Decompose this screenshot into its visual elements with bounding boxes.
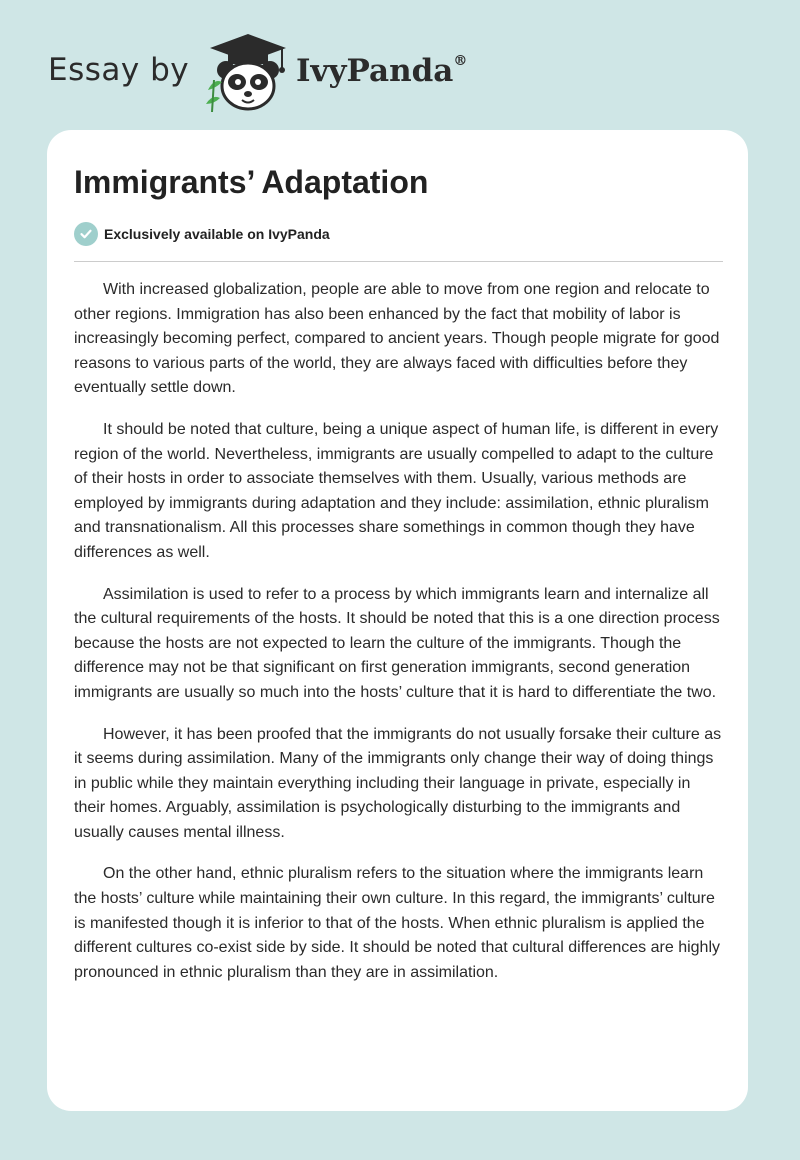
exclusive-badge [74, 222, 330, 246]
registered-mark: ® [453, 53, 468, 69]
exclusive-badge-label: Exclusively available on IvyPanda [104, 226, 330, 242]
panda-logo-icon[interactable] [200, 30, 296, 114]
paragraph: However, it has been proofed that the immigrants do not usually forsake their culture as it seems during assimilation. Many of the immigrants only change their way of doing things in public while they maintain everything including their language in private, especially in their homes. Arguably, assimilation is psychologically disturbing to the immigrants and usually causes mental illness. [74, 725, 722, 841]
essay-card [47, 130, 748, 1111]
paragraph: With increased globalization, people are able to move from one region and relocate to other regions. Immigration has also been enhanced by the fact that mobility of labor is increasingly becoming perfect, compared to ancient years. Though people migrate for good reasons to various parts of the world, they are always faced with difficulties before they eventually settle down. [74, 281, 720, 397]
check-circle-icon [74, 222, 98, 246]
page-title: Immigrants’ Adaptation [74, 164, 429, 200]
brand-name[interactable] [296, 53, 467, 89]
site-header [0, 0, 800, 130]
paragraph: On the other hand, ethnic pluralism refers to the situation where the immigrants learn the hosts’ culture while maintaining their own culture. In this regard, the immigrants’ culture is manifested though it is inferior to that of the hosts. When ethnic pluralism is applied the different cultures co-exist side by side. It should be noted that cultural differences are highly pronounced in ethnic pluralism than they are in assimilation. [74, 865, 720, 981]
title-divider [74, 261, 723, 262]
brand-text: IvyPanda [296, 53, 454, 89]
paragraph: It should be noted that culture, being a unique aspect of human life, is different in every region of the world. Nevertheless, immigrants are usually compelled to adapt to the culture of their hosts in order to associate themselves with them. Usually, various methods are employed by immigrants during adaptation and they include: assimilation, ethnic pluralism and transnationalism. All this processes share somethings in common though they have differences as well. [74, 420, 719, 561]
essay-body [74, 278, 724, 1002]
essay-by-label: Essay by [48, 52, 190, 88]
paragraph: Assimilation is used to refer to a process by which immigrants learn and internalize all the cultural requirements of the hosts. It should be noted that this is a one direction process because the hosts are not expected to learn the culture of the immigrants. Though the difference may not be that significant on first generation immigrants, second generation immigrants are usually so much into the hosts’ culture that it is hard to differentiate the two. [74, 585, 720, 701]
